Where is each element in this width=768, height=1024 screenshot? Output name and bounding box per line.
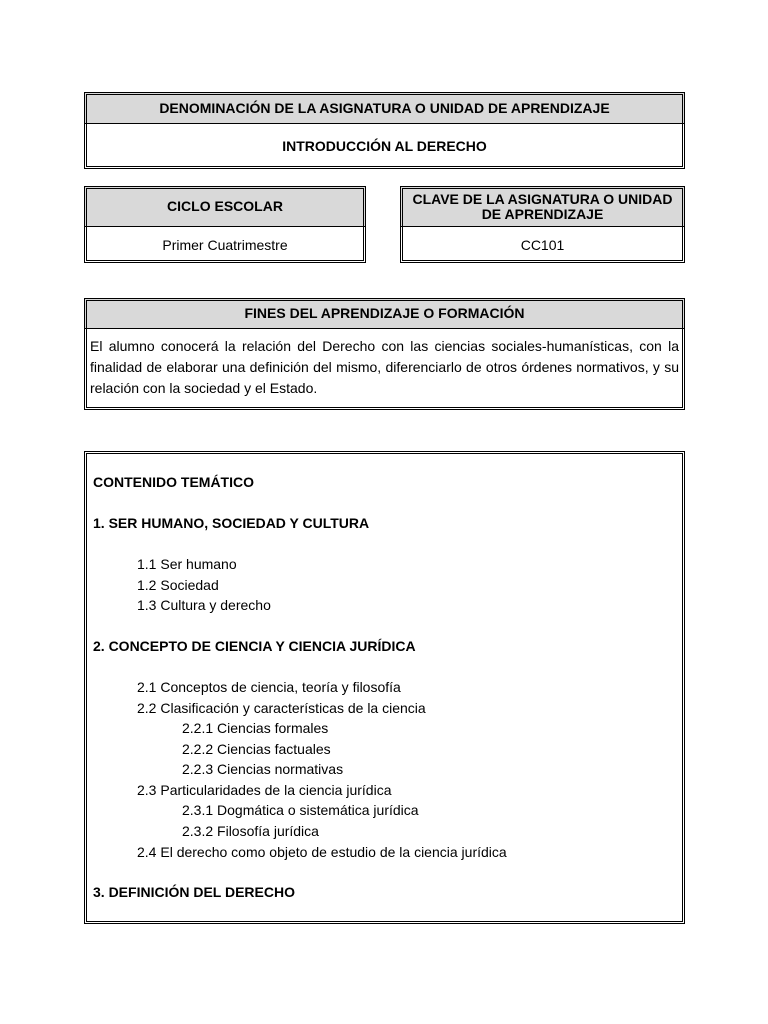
unit-title: 2. CONCEPTO DE CIENCIA Y CIENCIA JURÍDICA xyxy=(93,638,416,654)
fines-box xyxy=(84,298,685,410)
topic-item: 2.3 Particularidades de la ciencia jurídica xyxy=(137,782,392,798)
denominacion-header: DENOMINACIÓN DE LA ASIGNATURA O UNIDAD DE APRENDIZAJE xyxy=(85,93,684,124)
ciclo-value: Primer Cuatrimestre xyxy=(162,236,288,253)
topic-item: 2.1 Conceptos de ciencia, teoría y filosofía xyxy=(137,679,401,695)
clave-header: CLAVE DE LA ASIGNATURA O UNIDAD DE APRENDIZAJE xyxy=(401,187,684,227)
subtopic-item: 2.3.1 Dogmática o sistemática jurídica xyxy=(182,802,419,818)
subtopic-item: 2.2.3 Ciencias normativas xyxy=(182,761,344,777)
topic-item: 2.2 Clasificación y características de la ciencia xyxy=(137,700,426,716)
unit-title: 3. DEFINICIÓN DEL DERECHO xyxy=(93,884,295,900)
contenido-box xyxy=(84,451,685,924)
subtopic-item: 2.2.1 Ciencias formales xyxy=(182,720,329,736)
topic-item: 2.4 El derecho como objeto de estudio de la ciencia jurídica xyxy=(137,844,507,860)
topic-item: 1.2 Sociedad xyxy=(137,577,219,593)
fines-header: FINES DEL APRENDIZAJE O FORMACIÓN xyxy=(85,299,684,329)
topic-item: 1.1 Ser humano xyxy=(137,556,237,572)
denominacion-value: INTRODUCCIÓN AL DERECHO xyxy=(282,138,487,154)
unit-title: 1. SER HUMANO, SOCIEDAD Y CULTURA xyxy=(93,515,370,531)
clave-box xyxy=(400,186,685,263)
contenido-title: CONTENIDO TEMÁTICO xyxy=(93,474,254,490)
fines-text: El alumno conocerá la relación del Derecho con las ciencias sociales-humanísticas, con la finalidad de elaborar una definición del mismo, diferenciarlo de otros órdenes normativos, y su relación con la sociedad y el Estado. xyxy=(90,338,679,396)
denominacion-box xyxy=(84,92,685,169)
clave-value: CC101 xyxy=(520,236,565,253)
ciclo-box xyxy=(84,186,366,263)
topic-item: 1.3 Cultura y derecho xyxy=(137,597,271,613)
subtopic-item: 2.3.2 Filosofía jurídica xyxy=(182,823,319,839)
subtopic-item: 2.2.2 Ciencias factuales xyxy=(182,741,331,757)
ciclo-header: CICLO ESCOLAR xyxy=(85,187,365,227)
